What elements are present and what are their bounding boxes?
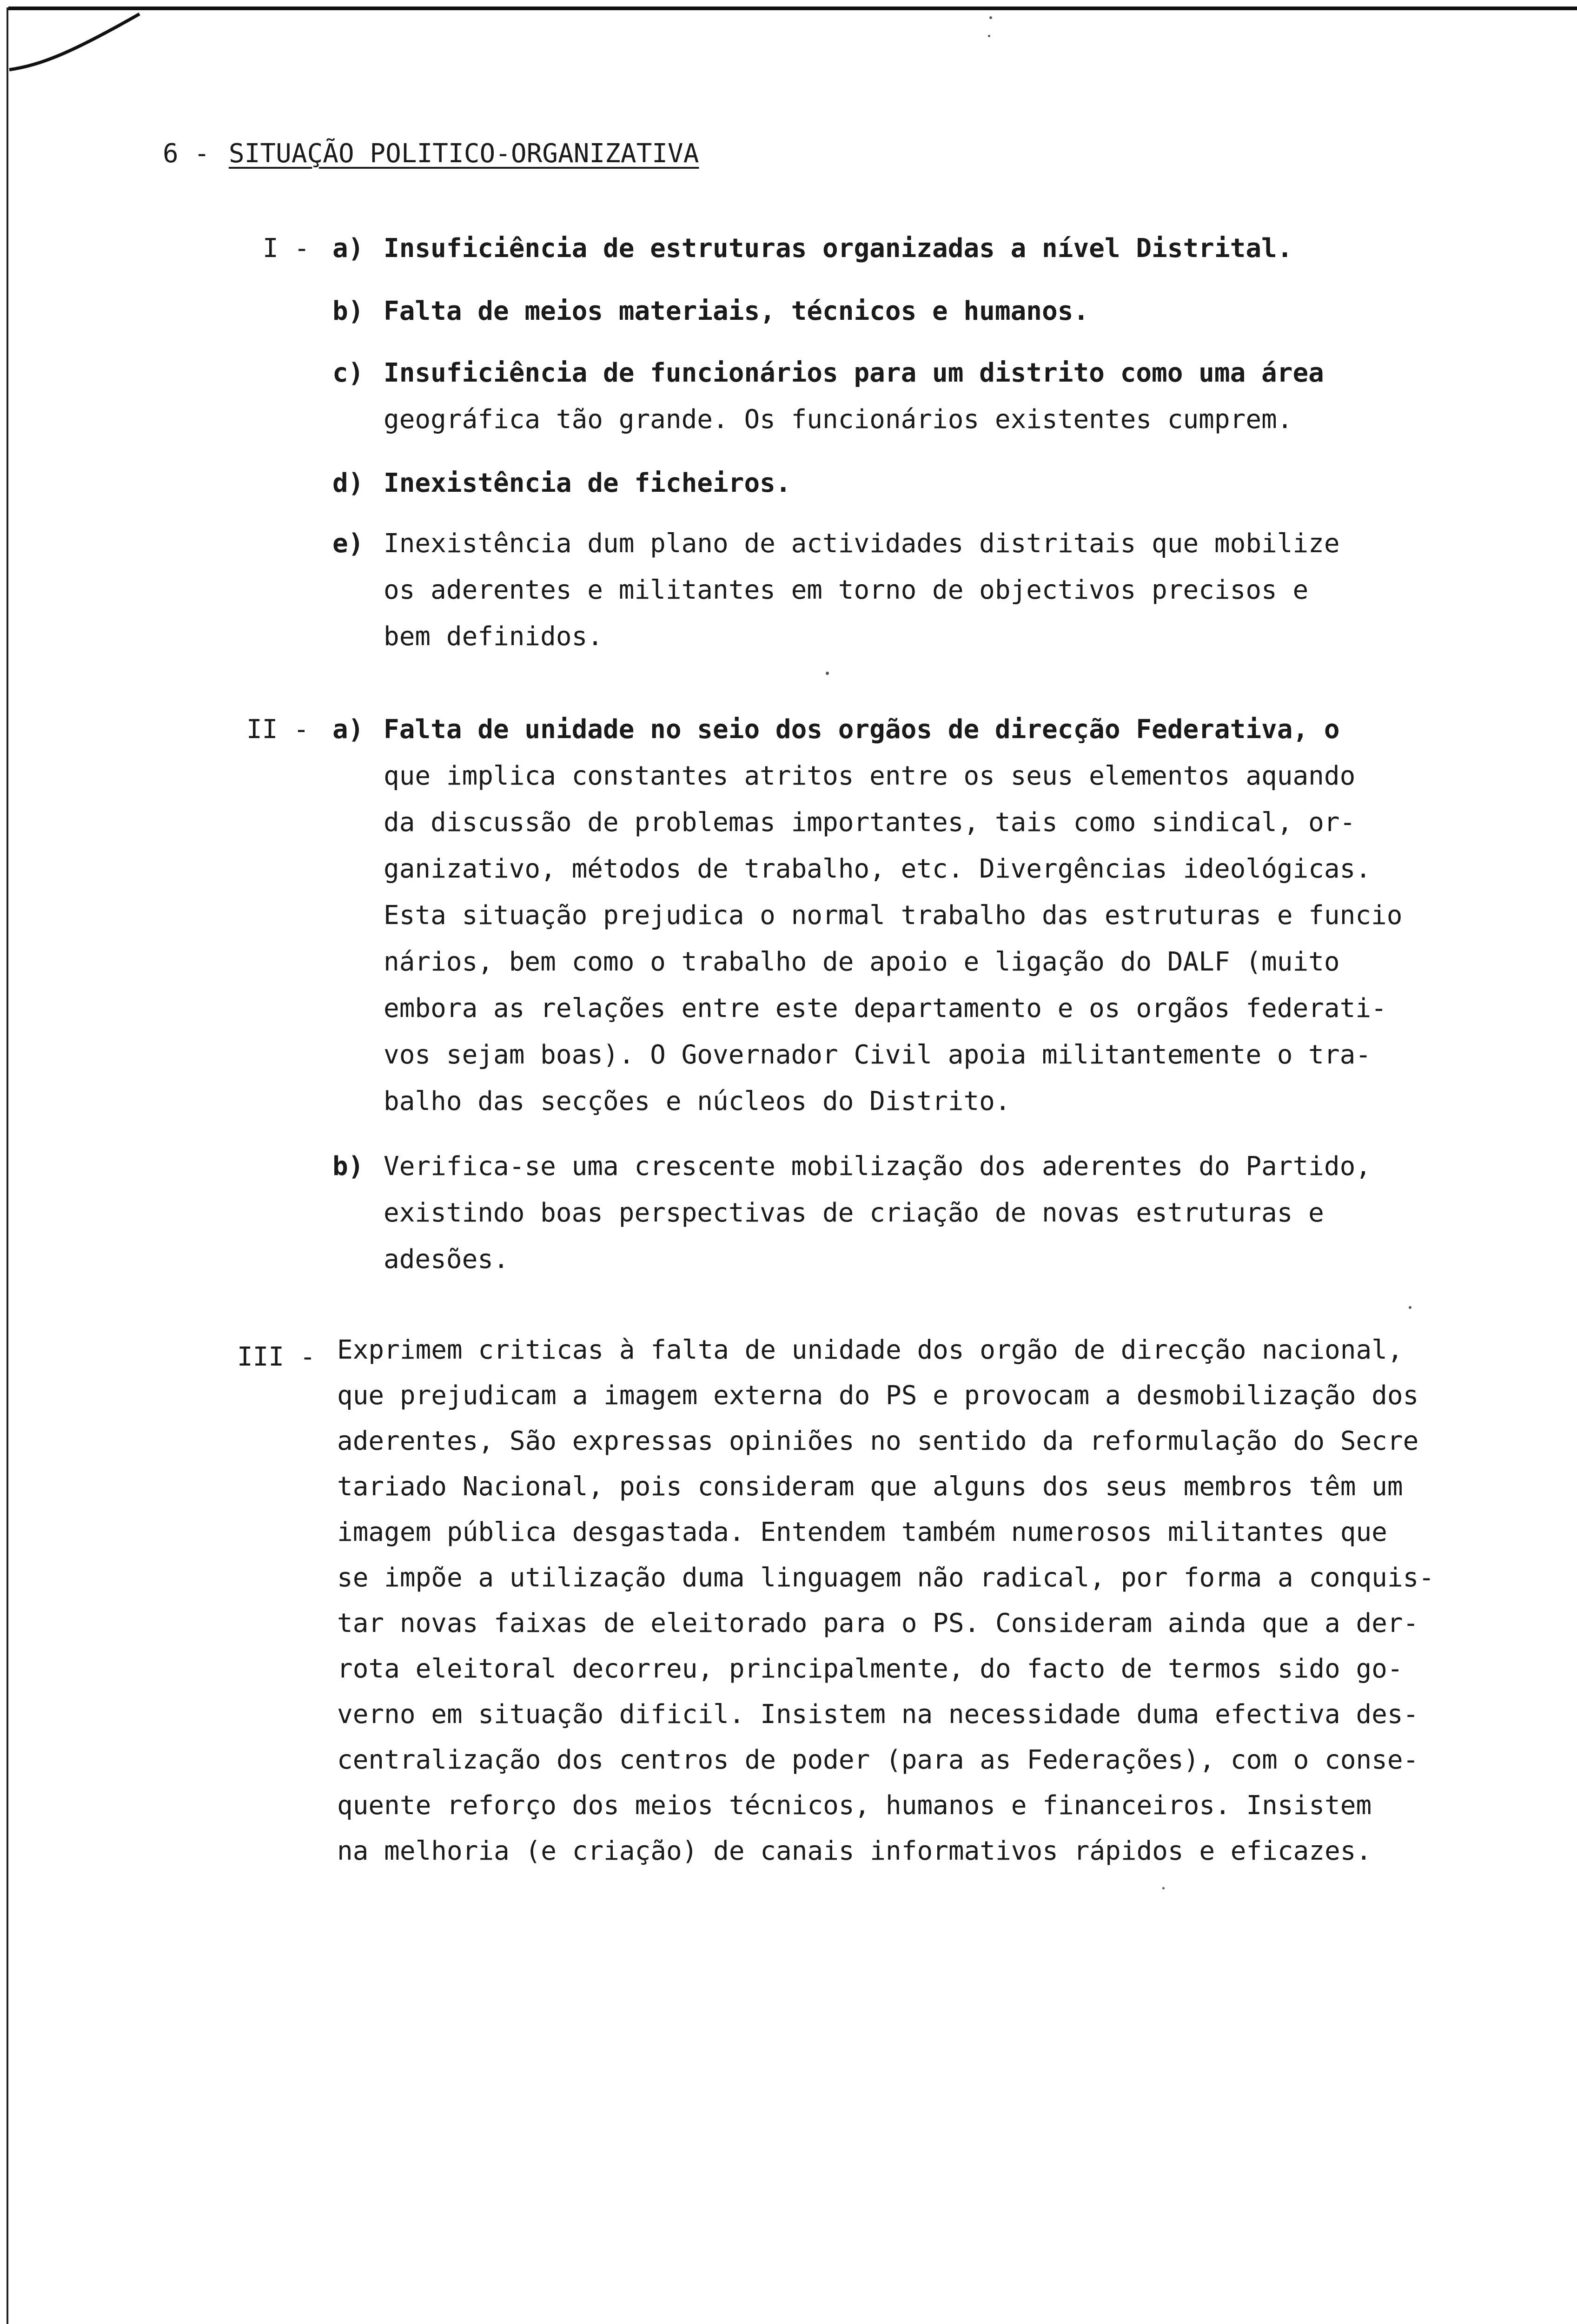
item-line: os aderentes e militantes em torno de objectivos precisos e — [384, 575, 1309, 605]
item-line: Insuficiência de funcionários para um distrito como uma área — [384, 358, 1324, 388]
item-line: nários, bem como o trabalho de apoio e ligação do DALF (muito — [384, 947, 1340, 977]
section-number: 6 - — [163, 139, 210, 169]
item-line: vos sejam boas). O Governador Civil apoia militantemente o tra- — [384, 1040, 1372, 1070]
block-marker-II: II - — [246, 714, 309, 745]
item-line: Inexistência dum plano de actividades distritais que mobilize — [384, 528, 1340, 559]
block-marker-III: III - — [237, 1342, 316, 1372]
item-line: que implica constantes atritos entre os seus elementos aquando — [384, 761, 1356, 791]
item-label: a) — [332, 233, 364, 264]
item-line: Esta situação prejudica o normal trabalho das estruturas e funcio — [384, 900, 1403, 931]
paragraph-line: que prejudicam a imagem externa do PS e provocam a desmobilização dos — [337, 1380, 1419, 1411]
top-border-line — [8, 7, 1577, 10]
paragraph-line: quente reforço dos meios técnicos, humanos e financeiros. Insistem — [337, 1790, 1372, 1821]
item-line: embora as relações entre este departamento e os orgãos federati- — [384, 993, 1387, 1023]
item-line: Insuficiência de estruturas organizadas a nível Distrital. — [384, 233, 1293, 264]
item-label: a) — [332, 714, 364, 745]
paragraph-line: aderentes, São expressas opiniões no sentido da reformulação do Secre — [337, 1426, 1419, 1456]
paragraph-line: imagem pública desgastada. Entendem também numerosos militantes que — [337, 1517, 1387, 1547]
item-line: geográfica tão grande. Os funcionários existentes cumprem. — [384, 404, 1293, 435]
paragraph-line: verno em situação dificil. Insistem na necessidade duma efectiva des- — [337, 1699, 1419, 1730]
scan-speck — [988, 35, 990, 37]
item-line: Falta de unidade no seio dos orgãos de direcção Federativa, o — [384, 714, 1340, 745]
item-line: balho das secções e núcleos do Distrito. — [384, 1086, 1011, 1116]
corner-pen-mark-icon — [0, 0, 158, 84]
item-line: da discussão de problemas importantes, tais como sindical, or- — [384, 807, 1356, 838]
paragraph-line: tar novas faixas de eleitorado para o PS. Consideram ainda que a der- — [337, 1608, 1419, 1638]
item-label: e) — [332, 528, 364, 559]
left-border-line — [7, 7, 8, 2324]
block-marker-I: I - — [263, 233, 310, 264]
item-line: adesões. — [384, 1244, 509, 1274]
item-label: d) — [332, 468, 364, 498]
scan-speck — [1162, 1887, 1165, 1889]
paragraph-line: Exprimem criticas à falta de unidade dos orgão de direcção nacional, — [337, 1335, 1403, 1365]
item-line: Inexistência de ficheiros. — [384, 468, 791, 498]
item-label: b) — [332, 296, 364, 326]
paragraph-line: rota eleitoral decorreu, principalmente, do facto de termos sido go- — [337, 1654, 1403, 1684]
item-line: Verifica-se uma crescente mobilização dos aderentes do Partido, — [384, 1151, 1372, 1182]
paragraph-line: na melhoria (e criação) de canais informativos rápidos e eficazes. — [337, 1836, 1372, 1866]
item-line: existindo boas perspectivas de criação de novas estruturas e — [384, 1198, 1324, 1228]
item-line: bem definidos. — [384, 621, 603, 652]
item-line: ganizativo, métodos de trabalho, etc. Divergências ideológicas. — [384, 854, 1372, 884]
item-label: c) — [332, 358, 364, 388]
item-label: b) — [332, 1151, 364, 1182]
scan-speck — [826, 672, 829, 675]
item-line: Falta de meios materiais, técnicos e humanos. — [384, 296, 1089, 326]
scan-speck — [1409, 1306, 1411, 1309]
paragraph-line: tariado Nacional, pois consideram que alguns dos seus membros têm um — [337, 1472, 1403, 1502]
paragraph-line: se impõe a utilização duma linguagem não radical, por forma a conquis- — [337, 1563, 1435, 1593]
paragraph-line: centralização dos centros de poder (para as Federações), com o conse- — [337, 1745, 1419, 1775]
section-title: SITUAÇÃO POLITICO-ORGANIZATIVA — [229, 139, 699, 169]
scan-speck — [989, 16, 992, 19]
